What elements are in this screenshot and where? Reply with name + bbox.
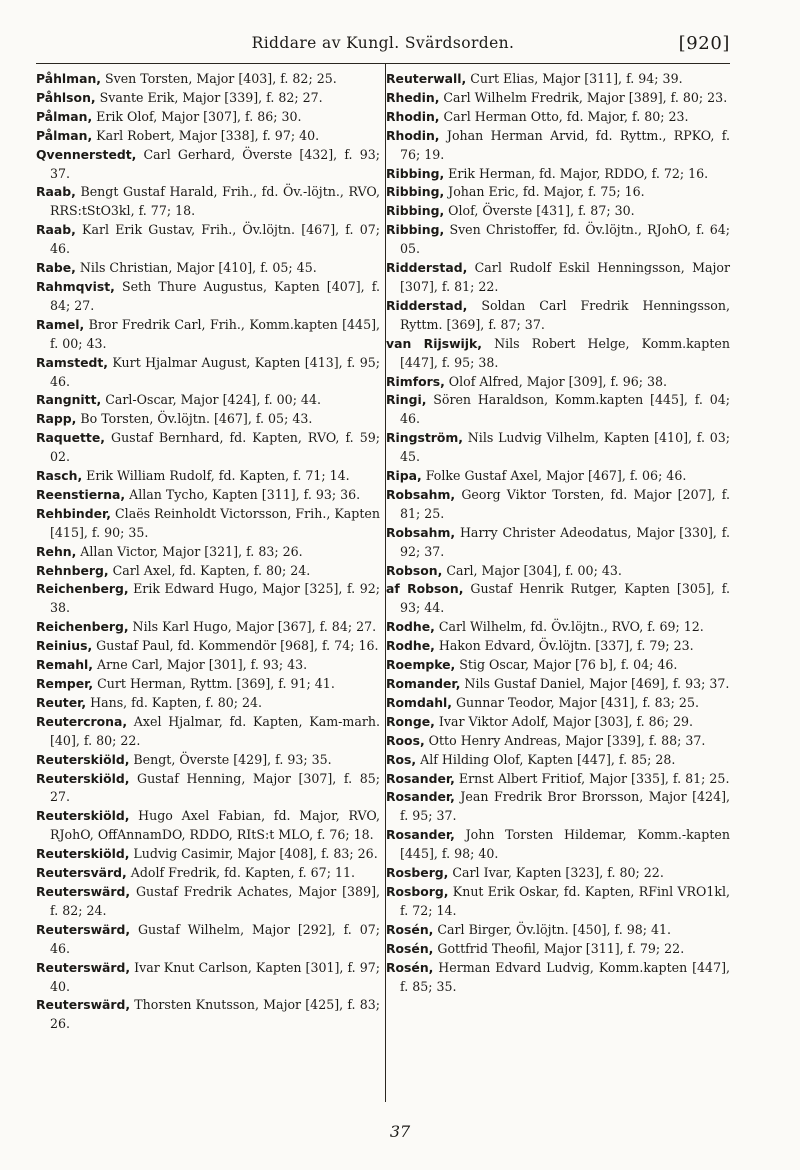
entry-surname: Reuterswärd, (36, 997, 131, 1013)
entry-surname: Rosander, (386, 789, 455, 805)
register-entry (36, 70, 380, 89)
entry-surname: Roempke, (386, 657, 456, 673)
entry-details: Sven Christoffer, fd. Öv.löjtn., RJohO, f. 64; 05. (400, 222, 730, 257)
entry-details: Seth Thure Augustus, Kapten [407], f. 84; 27. (50, 278, 380, 313)
register-entry (36, 127, 380, 146)
entry-surname: Rhedin, (386, 89, 440, 105)
entry-surname: Ribbing, (386, 184, 445, 200)
entry-surname: Reuterskiöld, (36, 770, 130, 786)
entry-surname: Reichenberg, (36, 581, 129, 597)
register-entry (386, 883, 730, 921)
entry-details: Curt Elias, Major [311], f. 94; 39. (466, 71, 683, 86)
entry-surname: Ros, (386, 751, 417, 767)
entry-details: Nils Ludvig Vilhelm, Kapten [410], f. 03; 45. (400, 430, 730, 465)
page-number: [920] (678, 33, 730, 54)
entry-details: Jean Fredrik Bror Brorsson, Major [424], f. 95; 37. (400, 789, 730, 824)
register-entry (386, 467, 730, 486)
register-entry (36, 183, 380, 221)
entry-surname: Ribbing, (386, 165, 445, 181)
folio: 37 (389, 1122, 411, 1141)
entry-surname: Reuterswärd, (36, 921, 131, 937)
register-entry (386, 127, 730, 165)
entry-details: Allan Tycho, Kapten [311], f. 93; 36. (125, 486, 361, 502)
entry-surname: Rosén, (386, 921, 434, 937)
entry-surname: Ribbing, (386, 222, 445, 238)
entry-surname: Påhlson, (36, 89, 96, 105)
register-entry (36, 391, 380, 410)
entry-details: Adolf Fredrik, fd. Kapten, f. 67; 11. (126, 865, 355, 881)
entry-details: Carl-Oscar, Major [424], f. 00; 44. (101, 392, 321, 408)
entry-details: Karl Erik Gustav, Frih., Öv.löjtn. [467], f. 07; 46. (50, 222, 380, 257)
entry-details: Svante Erik, Major [339], f. 82; 27. (95, 89, 323, 105)
register-entry (386, 959, 730, 997)
entry-surname: Robsahm, (386, 486, 456, 502)
entry-surname: Ramel, (36, 316, 85, 332)
register-entry (36, 959, 380, 997)
entry-details: Georg Viktor Torsten, fd. Major [207], f. 81; 25. (400, 486, 730, 521)
entry-details: Nils Gustaf Daniel, Major [469], f. 93; 37. (460, 676, 730, 691)
entry-surname: Reutersvärd, (36, 865, 127, 881)
register-entry (386, 675, 730, 694)
entry-details: Ernst Albert Fritiof, Major [335], f. 81; 25. (454, 770, 730, 786)
register-entry (36, 996, 380, 1034)
register-entry (386, 562, 730, 581)
register-entry (386, 297, 730, 335)
register-entry (36, 713, 380, 751)
register-entry (386, 486, 730, 524)
register-entry (36, 675, 380, 694)
entry-surname: Rosén, (386, 940, 434, 956)
entry-surname: Rahmqvist, (36, 278, 115, 294)
entry-details: Otto Henry Andreas, Major [339], f. 88; 37. (424, 732, 706, 748)
entry-details: Carl, Major [304], f. 00; 43. (442, 562, 622, 578)
entry-surname: van Rijswijk, (386, 335, 482, 351)
register-entry (386, 637, 730, 656)
entry-details: Johan Eric, fd. Major, f. 75; 16. (444, 184, 645, 200)
register-entry (36, 467, 380, 486)
register-entry (386, 335, 730, 373)
entry-details: Olof, Överste [431], f. 87; 30. (444, 203, 635, 219)
entry-surname: Reuterswärd, (36, 959, 131, 975)
register-entry (386, 618, 730, 637)
entry-surname: Rosander, (386, 770, 455, 786)
entry-details: Sven Torsten, Major [403], f. 82; 25. (100, 71, 337, 86)
entry-details: Carl Gerhard, Överste [432], f. 93; 37. (50, 146, 380, 181)
entry-details: Gottfrid Theofil, Major [311], f. 79; 22. (433, 940, 685, 956)
entry-surname: Rehnberg, (36, 562, 109, 578)
register-entry (386, 770, 730, 789)
register-entry (386, 89, 730, 108)
page-header (36, 34, 730, 60)
entry-surname: Qvennerstedt, (36, 146, 137, 162)
entry-surname: Rimfors, (386, 373, 445, 389)
entry-details: Arne Carl, Major [301], f. 93; 43. (93, 657, 308, 673)
entry-surname: Rapp, (36, 411, 77, 427)
register-entry (36, 883, 380, 921)
entry-surname: Ribbing, (386, 203, 445, 219)
entry-surname: Reenstierna, (36, 486, 126, 502)
entry-surname: Rehbinder, (36, 505, 111, 521)
entry-details: Gustaf Henrik Rutger, Kapten [305], f. 93; 44. (400, 581, 730, 616)
entry-surname: Reuterskiöld, (36, 808, 130, 824)
entry-surname: Rodhe, (386, 638, 435, 654)
entry-details: Claës Reinholdt Victorsson, Frih., Kapten [415], f. 90; 35. (50, 505, 380, 540)
entry-details: Hakon Edvard, Öv.löjtn. [337], f. 79; 23. (434, 638, 694, 654)
entry-surname: Reuter, (36, 694, 87, 710)
entry-surname: Robsahm, (386, 524, 456, 540)
register-entry (386, 391, 730, 429)
entry-surname: Rosberg, (386, 865, 449, 881)
register-entry (386, 202, 730, 221)
entry-surname: Romdahl, (386, 694, 452, 710)
entry-details: Nils Robert Helge, Komm.kapten [447], f. 95; 38. (400, 335, 730, 370)
register-entry (386, 864, 730, 883)
entry-surname: Rhodin, (386, 127, 440, 143)
entry-details: Curt Herman, Ryttm. [369], f. 91; 41. (93, 676, 335, 691)
entry-surname: Rosander, (386, 827, 455, 843)
register-entry (386, 694, 730, 713)
entry-surname: Rosén, (386, 959, 434, 975)
register-entry (386, 108, 730, 127)
entry-surname: Pålman, (36, 127, 93, 143)
register-entry (36, 505, 380, 543)
entry-details: Bengt Gustaf Harald, Frih., fd. Öv.-löjtn., RVO, RRS:tStO3kl, f. 77; 18. (50, 184, 380, 219)
entry-surname: Reutercrona, (36, 713, 128, 729)
entry-details: Stig Oscar, Major [76 b], f. 04; 46. (455, 657, 678, 673)
entry-surname: Rhodin, (386, 108, 440, 124)
entry-surname: Rasch, (36, 468, 83, 484)
entry-surname: Ronge, (386, 713, 435, 729)
entry-surname: Ripa, (386, 468, 422, 484)
entry-details: Carl Axel, fd. Kapten, f. 80; 24. (108, 562, 311, 578)
register-entry (386, 70, 730, 89)
register-entry (36, 429, 380, 467)
entry-details: Kurt Hjalmar August, Kapten [413], f. 95; 46. (50, 354, 380, 389)
entry-details: Knut Erik Oskar, fd. Kapten, RFinl VRO1kl, f. 72; 14. (400, 883, 730, 918)
entry-details: Gunnar Teodor, Major [431], f. 83; 25. (451, 694, 699, 710)
entry-details: Gustaf Fredrik Achates, Major [389], f. 82; 24. (50, 883, 380, 918)
register-entry (386, 940, 730, 959)
register-entry (386, 429, 730, 467)
register-entry (36, 543, 380, 562)
entry-details: Bengt, Överste [429], f. 93; 35. (129, 751, 332, 767)
register-entry (36, 864, 380, 883)
entry-details: Olof Alfred, Major [309], f. 96; 38. (444, 373, 668, 389)
register-entry (36, 146, 380, 184)
register-entry (386, 732, 730, 751)
entry-surname: Rodhe, (386, 619, 435, 635)
register-entry (386, 165, 730, 184)
entry-surname: Raab, (36, 184, 76, 200)
entry-details: Carl Birger, Öv.löjtn. [450], f. 98; 41. (433, 921, 672, 937)
register-entry (36, 751, 380, 770)
register-entry (386, 524, 730, 562)
register-entry (386, 183, 730, 202)
entry-surname: Reichenberg, (36, 619, 129, 635)
header-rule (36, 63, 730, 64)
entry-details: Erik Olof, Major [307], f. 86; 30. (92, 108, 302, 124)
entry-surname: af Robson, (386, 581, 464, 597)
entry-details: Carl Rudolf Eskil Henningsson, Major [307], f. 81; 22. (400, 260, 730, 294)
entry-details: Axel Hjalmar, fd. Kapten, Kam-marh. [40], f. 80; 22. (50, 713, 380, 748)
entry-surname: Romander, (386, 676, 461, 691)
entry-details: Carl Herman Otto, fd. Major, f. 80; 23. (439, 108, 689, 124)
register-entry (36, 410, 380, 429)
entry-surname: Ramstedt, (36, 354, 109, 370)
register-entry (36, 770, 380, 808)
entry-details: Ivar Viktor Adolf, Major [303], f. 86; 29. (434, 713, 693, 729)
register-entry (36, 278, 380, 316)
register-entry (386, 921, 730, 940)
entry-details: Karl Robert, Major [338], f. 97; 40. (92, 127, 320, 143)
right-column (386, 70, 730, 996)
register-entry (36, 845, 380, 864)
register-entry (386, 221, 730, 259)
entry-details: Gustaf Bernhard, fd. Kapten, RVO, f. 59; 02. (50, 430, 380, 465)
register-entry (386, 713, 730, 732)
entry-details: Folke Gustaf Axel, Major [467], f. 06; 46. (421, 468, 687, 484)
entry-details: Harry Christer Adeodatus, Major [330], f. 92; 37. (400, 524, 730, 559)
entry-details: Erik Herman, fd. Major, RDDO, f. 72; 16. (444, 165, 709, 181)
entry-details: Erik William Rudolf, fd. Kapten, f. 71; 14. (82, 468, 350, 484)
entry-surname: Ridderstad, (386, 297, 468, 313)
entry-surname: Rabe, (36, 260, 76, 276)
entry-details: Gustaf Paul, fd. Kommendör [968], f. 74; 16. (92, 638, 379, 654)
entry-surname: Rangnitt, (36, 392, 102, 408)
register-entry (36, 921, 380, 959)
entry-surname: Pålman, (36, 108, 93, 124)
entry-details: Ludvig Casimir, Major [408], f. 83; 26. (129, 846, 378, 862)
register-entry (386, 580, 730, 618)
register-entry (386, 826, 730, 864)
entry-surname: Reinius, (36, 638, 93, 654)
entry-details: Thorsten Knutsson, Major [425], f. 83; 26. (50, 997, 380, 1032)
register-entry (386, 373, 730, 392)
entry-surname: Remper, (36, 676, 94, 691)
entry-surname: Reuterskiöld, (36, 846, 130, 862)
register-entry (36, 486, 380, 505)
register-entry (36, 562, 380, 581)
entry-details: Hugo Axel Fabian, fd. Major, RVO, RJohO, OffAnnamDO, RDDO, RItS:t MLO, f. 76; 18. (50, 808, 380, 843)
register-entry (36, 354, 380, 392)
entry-surname: Reuterswärd, (36, 883, 131, 899)
entry-details: Nils Christian, Major [410], f. 05; 45. (75, 260, 317, 276)
entry-surname: Reuterskiöld, (36, 751, 130, 767)
entry-details: Bror Fredrik Carl, Frih., Komm.kapten [445], f. 00; 43. (50, 316, 380, 351)
entry-details: Sören Haraldson, Komm.kapten [445], f. 04; 46. (400, 392, 730, 427)
register-entry (386, 788, 730, 826)
entry-details: Carl Wilhelm, fd. Öv.löjtn., RVO, f. 69; 12. (434, 619, 704, 635)
register-entry (36, 89, 380, 108)
register-entry (36, 221, 380, 259)
entry-surname: Påhlman, (36, 71, 101, 86)
left-column (36, 70, 380, 1034)
register-entry (36, 656, 380, 675)
register-entry (36, 807, 380, 845)
running-title: Riddare av Kungl. Svärdsorden. (251, 34, 515, 52)
register-entry (36, 637, 380, 656)
entry-surname: Raquette, (36, 430, 105, 446)
entry-details: Ivar Knut Carlson, Kapten [301], f. 97; 40. (50, 959, 380, 994)
register-entry (36, 580, 380, 618)
entry-surname: Roos, (386, 732, 425, 748)
entry-surname: Rehn, (36, 543, 77, 559)
entry-details: Allan Victor, Major [321], f. 83; 26. (76, 543, 303, 559)
entry-surname: Rosborg, (386, 883, 449, 899)
entry-details: Carl Wilhelm Fredrik, Major [389], f. 80; 23. (439, 89, 728, 105)
register-entry (36, 316, 380, 354)
entry-details: Nils Karl Hugo, Major [367], f. 84; 27. (128, 619, 377, 635)
entry-details: Johan Herman Arvid, fd. Ryttm., RPKO, f. 76; 19. (400, 127, 730, 162)
register-entry (36, 694, 380, 713)
entry-details: Gustaf Wilhelm, Major [292], f. 07; 46. (50, 921, 380, 956)
register-entry (386, 656, 730, 675)
entry-details: Soldan Carl Fredrik Henningsson, Ryttm. [369], f. 87; 37. (400, 297, 730, 332)
entry-surname: Ringi, (386, 392, 427, 408)
entry-details: Herman Edvard Ludvig, Komm.kapten [447], f. 85; 35. (400, 959, 730, 994)
entry-surname: Reuterwall, (386, 71, 467, 86)
register-entry (36, 618, 380, 637)
register-entry (36, 108, 380, 127)
register-entry (386, 751, 730, 770)
entry-surname: Remahl, (36, 657, 93, 673)
entry-details: Hans, fd. Kapten, f. 80; 24. (86, 694, 263, 710)
entry-details: John Torsten Hildemar, Komm.-kapten [445], f. 98; 40. (400, 827, 730, 862)
entry-surname: Ringström, (386, 430, 464, 446)
entry-surname: Ridderstad, (386, 260, 468, 276)
register-entry (386, 259, 730, 297)
entry-surname: Raab, (36, 222, 76, 238)
entry-surname: Robson, (386, 562, 443, 578)
entry-details: Carl Ivar, Kapten [323], f. 80; 22. (448, 865, 664, 881)
entry-details: Erik Edward Hugo, Major [325], f. 92; 38. (50, 581, 380, 616)
entry-details: Gustaf Henning, Major [307], f. 85; 27. (50, 770, 380, 805)
entry-details: Alf Hilding Olof, Kapten [447], f. 85; 28. (416, 751, 676, 767)
entry-details: Bo Torsten, Öv.löjtn. [467], f. 05; 43. (76, 411, 313, 427)
register-entry (36, 259, 380, 278)
